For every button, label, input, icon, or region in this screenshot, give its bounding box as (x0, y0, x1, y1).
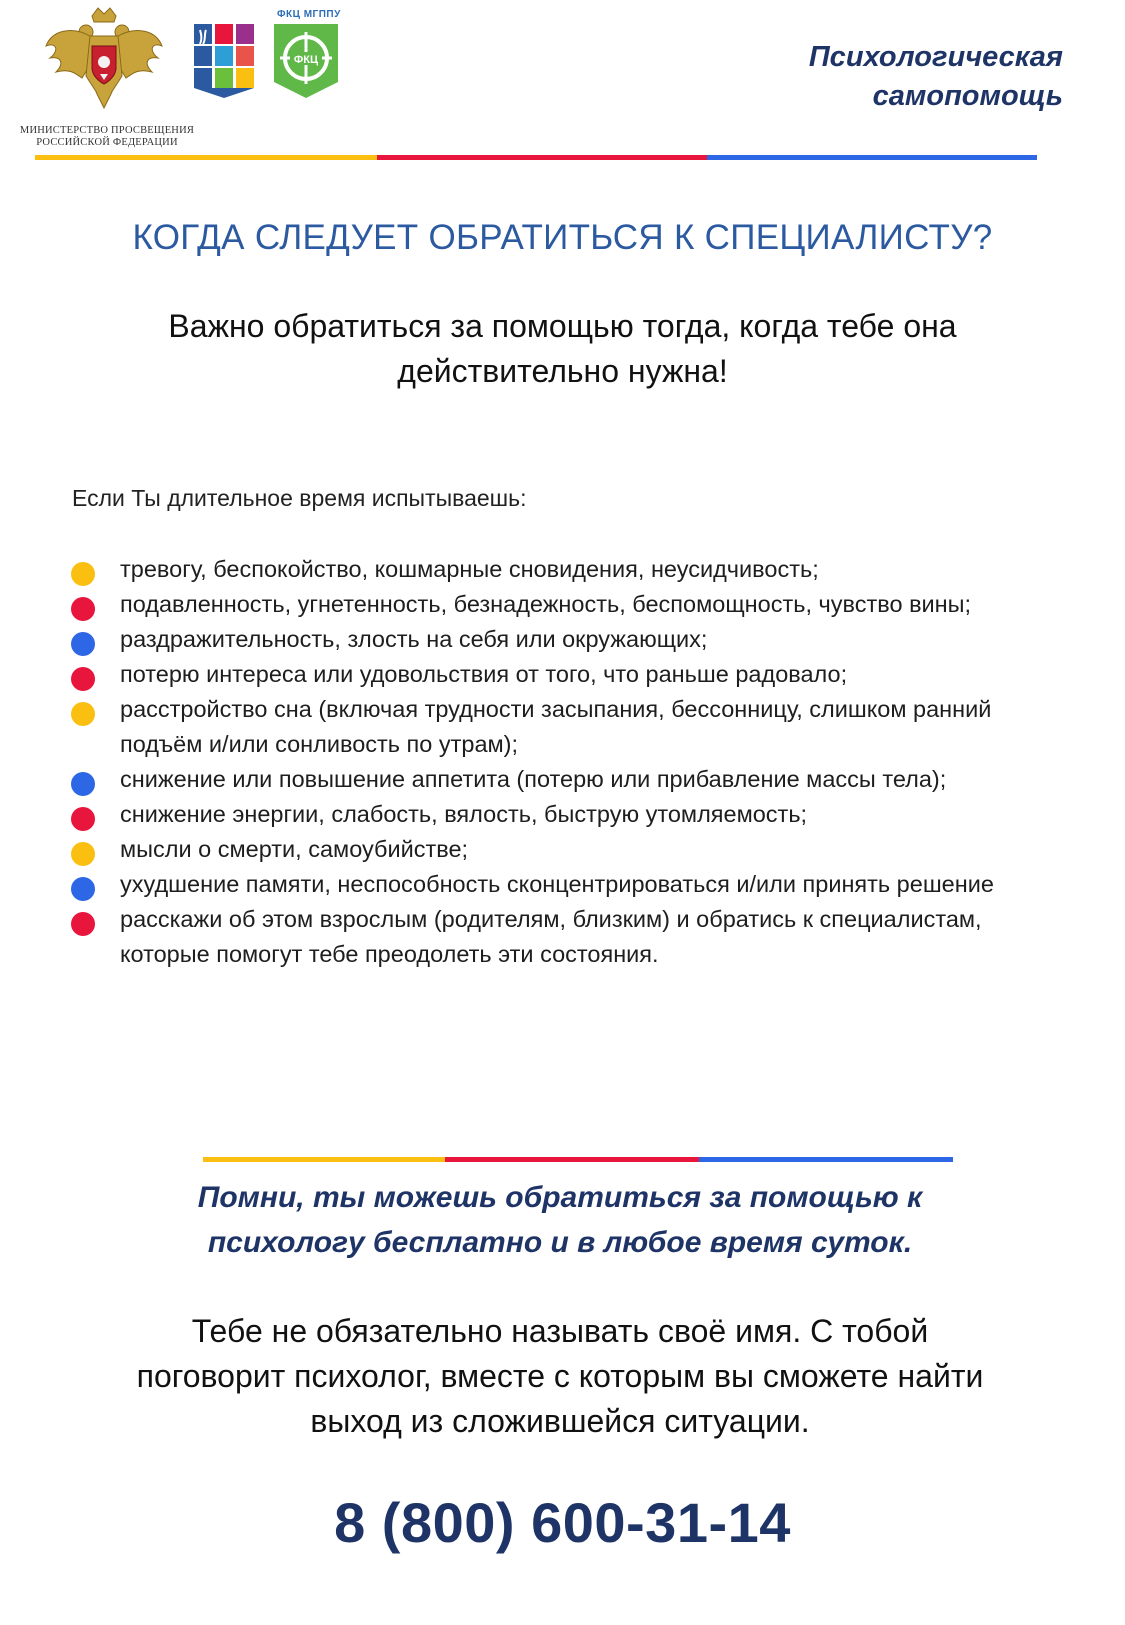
symptom-text: раздражительность, злость на себя или окружающих; (120, 626, 708, 652)
symptom-text: снижение или повышение аппетита (потерю или прибавление массы тела); (120, 766, 947, 792)
symptom-text: расстройство сна (включая трудности засыпания, бессонницу, слишком ранний подъём и/или сонливость по утрам); (120, 696, 992, 757)
symptom-item (68, 902, 1028, 972)
symptom-item (68, 657, 1028, 692)
fkc-label: ФКЦ МГППУ (277, 9, 341, 20)
brand-title (723, 38, 1063, 116)
symptom-text: ухудшение памяти, неспособность сконцентрироваться и/или принять решение (120, 871, 994, 897)
bullet-dot-icon (71, 632, 95, 656)
intro-text: Если Ты длительное время испытываешь: (72, 485, 527, 511)
footer-divider (203, 1157, 953, 1162)
symptom-item (68, 587, 1028, 622)
bullet-dot-icon (71, 702, 95, 726)
symptom-text: потерю интереса или удовольствия от того, что раньше радовало; (120, 661, 848, 687)
symptom-text: мысли о смерти, самоубийстве; (120, 836, 469, 862)
symptom-item (68, 692, 1028, 762)
header-divider (35, 155, 1037, 160)
hotline-phone[interactable]: 8 (800) 600-31-14 (334, 1491, 791, 1554)
anonymity-note: Тебе не обязательно называть своё имя. С тобой поговорит психолог, вместе с которым вы сможете найти выход из сложившейся ситуации. (136, 1313, 984, 1439)
bullet-dot-icon (71, 877, 95, 901)
fkc-logo-text: ФКЦ (293, 54, 319, 66)
bullet-dot-icon (71, 597, 95, 621)
bullet-dot-icon (71, 562, 95, 586)
symptom-text: тревогу, беспокойство, кошмарные сновидения, неусидчивость; (120, 556, 819, 582)
bullet-dot-icon (71, 807, 95, 831)
symptom-item (68, 552, 1028, 587)
brand-title-line2: самопомощь (872, 80, 1063, 112)
symptom-item (68, 867, 1028, 902)
reminder-text: Помни, ты можешь обратиться за помощью к психологу бесплатно и в любое время суток. (197, 1181, 923, 1259)
symptom-item (68, 832, 1028, 867)
education-logo-icon (194, 24, 256, 98)
symptom-text: подавленность, угнетенность, безнадежность, беспомощность, чувство вины; (120, 591, 972, 617)
ministry-name: МИНИСТЕРСТВО ПРОСВЕЩЕНИЯ РОССИЙСКОЙ ФЕДЕРАЦИИ (19, 125, 195, 148)
bullet-dot-icon (71, 667, 95, 691)
bullet-dot-icon (71, 842, 95, 866)
page-heading: КОГДА СЛЕДУЕТ ОБРАТИТЬСЯ К СПЕЦИАЛИСТУ? (132, 218, 993, 257)
symptom-text: расскажи об этом взрослым (родителям, близким) и обратись к специалистам, которые помогут тебе преодолеть эти состояния. (120, 906, 982, 967)
symptom-text: снижение энергии, слабость, вялость, быструю утомляемость; (120, 801, 808, 827)
brand-title-line1: Психологическая (808, 41, 1063, 73)
bullet-dot-icon (71, 912, 95, 936)
fkc-logo-icon (274, 24, 338, 98)
symptom-list (68, 552, 1028, 972)
bullet-dot-icon (71, 772, 95, 796)
ministry-emblem-icon (42, 6, 166, 110)
lead-text: Важно обратиться за помощью тогда, когда тебе она действительно нужна! (168, 308, 957, 389)
symptom-item (68, 762, 1028, 797)
symptom-item (68, 797, 1028, 832)
symptom-item (68, 622, 1028, 657)
